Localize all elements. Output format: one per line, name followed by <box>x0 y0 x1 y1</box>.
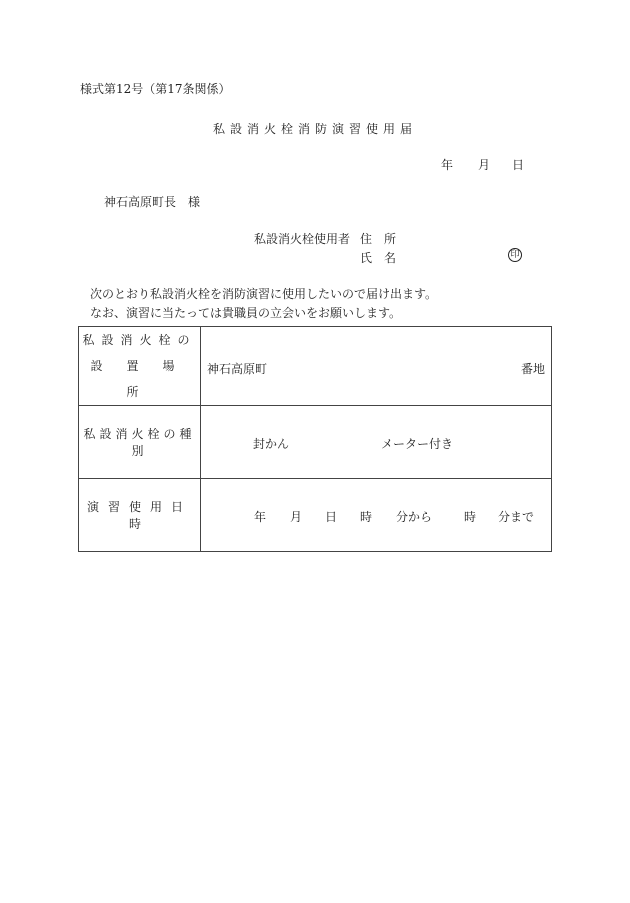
date-day: 日 <box>512 158 525 172</box>
location-town: 神石高原町 <box>207 361 268 376</box>
location-label-line-2: 設置場所 <box>90 359 199 399</box>
applicant-label: 私設消火栓使用者 <box>254 232 351 246</box>
body-text-line-2: なお、演習に当たっては貴職員の立会いをお願いします。 <box>90 306 402 320</box>
application-table <box>78 326 552 552</box>
datetime-year: 年 <box>254 510 267 524</box>
type-value-cell[interactable] <box>201 406 552 479</box>
address-label: 住 所 <box>360 232 397 246</box>
datetime-label: 演習使用日時 <box>86 500 192 531</box>
name-label: 氏 名 <box>360 251 397 265</box>
datetime-value-cell[interactable] <box>201 479 552 552</box>
datetime-minute-from: 分から <box>396 510 433 524</box>
location-label-cell <box>79 327 201 406</box>
datetime-month: 月 <box>290 510 303 524</box>
document-title: 私設消火栓消防演習使用届 <box>212 122 417 136</box>
table-row-type <box>79 406 552 479</box>
date-month: 月 <box>478 158 491 172</box>
type-option-sealed: 封かん <box>253 437 290 451</box>
type-option-metered: メーター付き <box>381 437 454 451</box>
seal-mark: 印 <box>508 248 522 262</box>
type-label: 私設消火栓の種別 <box>83 427 196 458</box>
body-text-line-1: 次のとおり私設消火栓を消防演習に使用したいので届け出ます。 <box>90 287 438 301</box>
location-suffix: 番地 <box>520 361 545 376</box>
type-label-cell <box>79 406 201 479</box>
datetime-hour-until: 時 <box>464 510 477 524</box>
form-number: 様式第12号（第17条関係） <box>80 82 231 96</box>
datetime-minute-until: 分まで <box>498 510 535 524</box>
datetime-hour-from: 時 <box>360 510 373 524</box>
datetime-day: 日 <box>325 510 338 524</box>
addressee: 神石高原町長 様 <box>104 195 201 209</box>
location-label-line-1: 私設消火栓の <box>82 333 197 347</box>
date-year: 年 <box>441 158 454 172</box>
table-row-datetime <box>79 479 552 552</box>
location-value-cell[interactable] <box>201 327 552 406</box>
datetime-label-cell <box>79 479 201 552</box>
table-row-location <box>79 327 552 406</box>
